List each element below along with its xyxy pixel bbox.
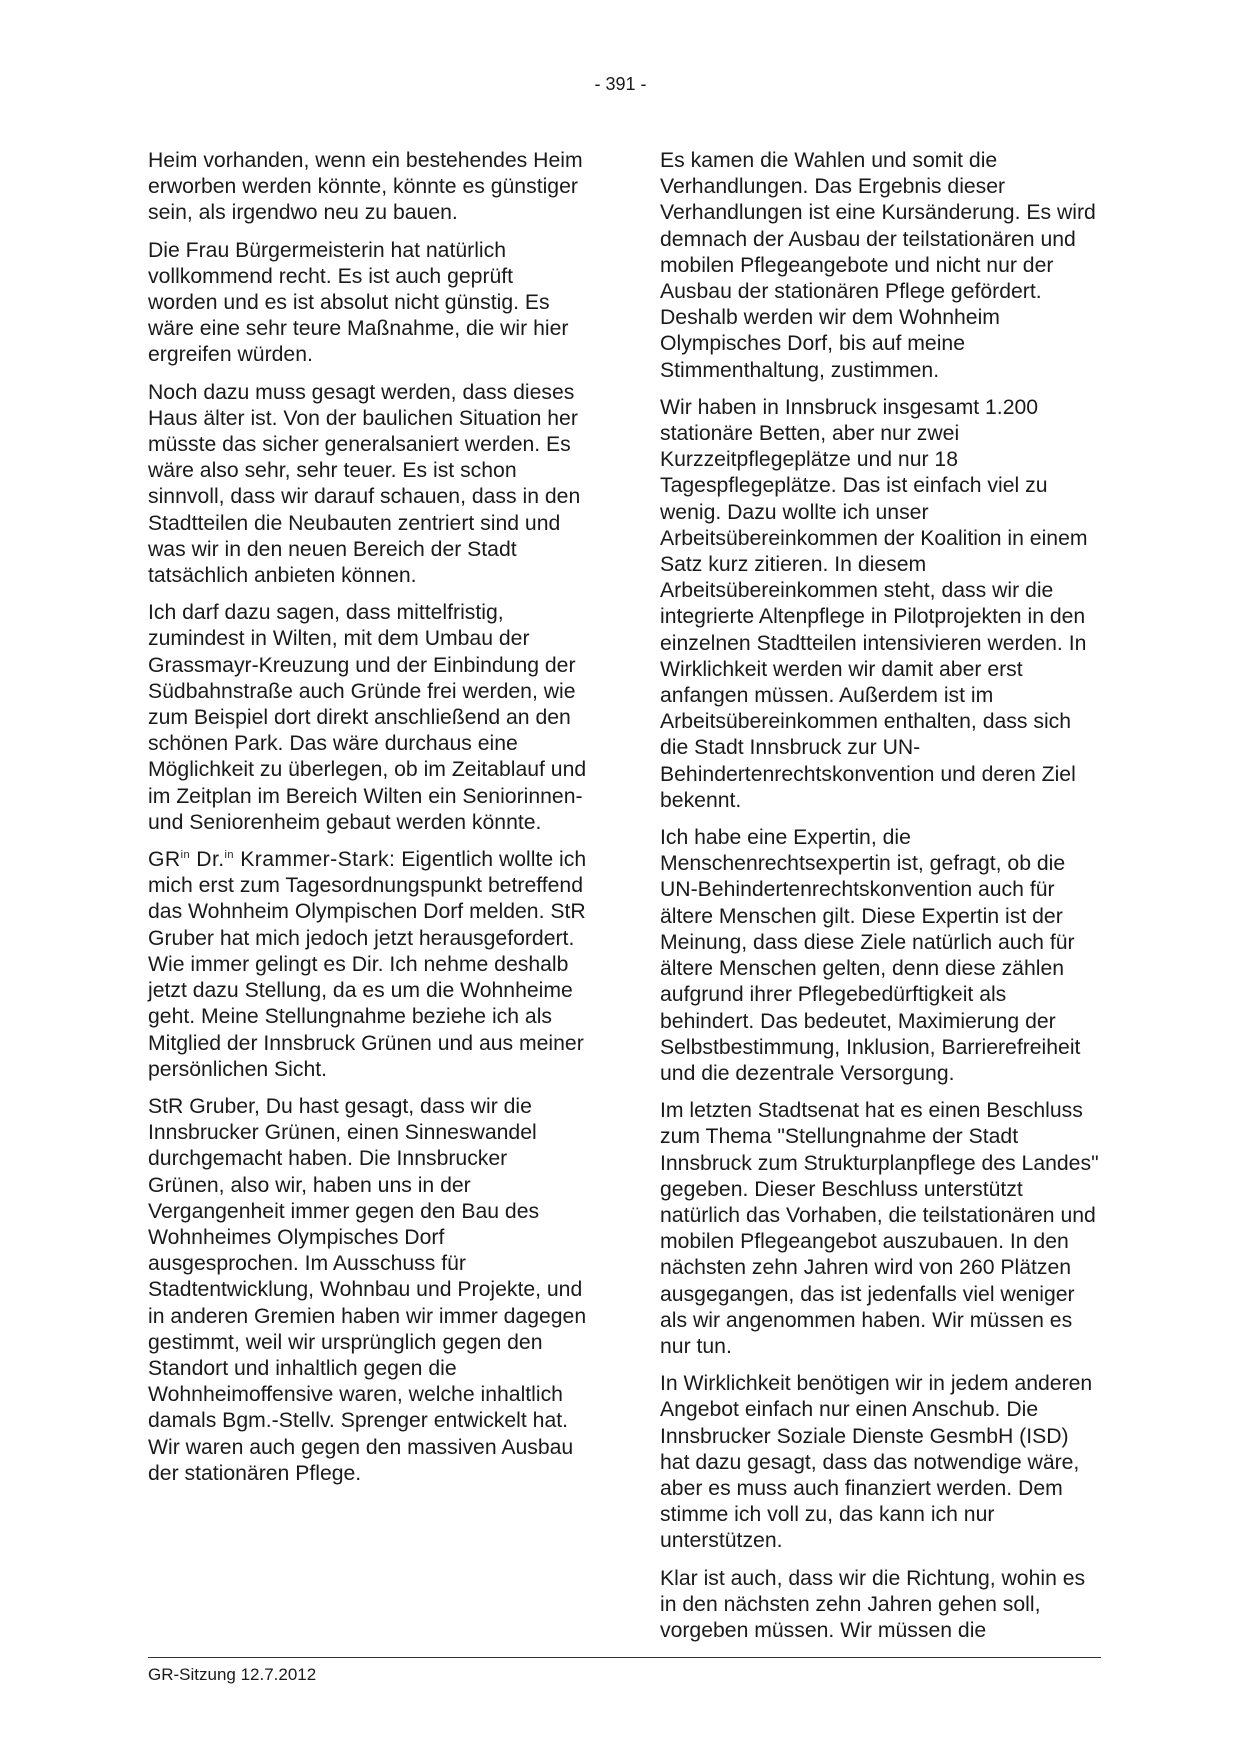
speech-text: Eigentlich wollte ich mich erst zum Tagesordnungspunkt betreffend das Wohnheim Olympischen Dorf melden. StR Gruber hat mich jedoch jetzt herausgefordert. Wie immer gelingt es Dir. Ich nehme deshalb jetzt dazu Stellung, da es um die Wohnheime geht. Meine Stellungnahme beziehe ich als Mitglied der Innsbruck Grünen und aus meiner persönlichen Sicht. [148, 848, 587, 1081]
paragraph: Heim vorhanden, wenn ein bestehendes Heim erworben werden könnte, könnte es günstiger sein, als irgendwo neu zu bauen. [148, 149, 583, 225]
footer-divider [148, 1657, 1101, 1658]
paragraph: Klar ist auch, dass wir die Richtung, wohin es in den nächsten zehn Jahren gehen soll, vorgeben müssen. Wir müssen die [660, 1566, 1086, 1642]
speaker-title-dr: Dr. [196, 848, 225, 872]
left-column [148, 148, 588, 1498]
paragraph: Im letzten Stadtsenat hat es einen Beschluss zum Thema "Stellungnahme der Stadt Innsbruck zum Strukturplanpflege des Landes" gegeben. Dieser Beschluss unterstützt natürlich das Vorhaben, die teilstationären und mobilen Pflegeangebot auszubauen. In den nächsten zehn Jahren wird von 260 Plätzen ausgegangen, das ist jedenfalls viel weniger als wir angenommen haben. Wir müssen es nur tun. [660, 1099, 1099, 1358]
speaker-title-gr: GR [148, 848, 181, 872]
speaker-surname: Krammer-Stark: [240, 848, 396, 872]
paragraph: Es kamen die Wahlen und somit die Verhandlungen. Das Ergebnis dieser Verhandlungen ist eine Kursänderung. Es wird demnach der Ausbau der teilstationären und mobilen Pflegeangebote und nicht nur der Ausbau der stationären Pflege gefördert. Deshalb werden wir dem Wohnheim Olympisches Dorf, bis auf meine Stimmenthaltung, zustimmen. [660, 149, 1096, 382]
page-number: - 391 - [594, 74, 647, 94]
paragraph: Die Frau Bürgermeisterin hat natürlich vollkommend recht. Es ist auch geprüft worden und es ist absolut nicht günstig. Es wäre eine sehr teure Maßnahme, die wir hier ergreifen würden. [148, 238, 569, 367]
paragraph: StR Gruber, Du hast gesagt, dass wir die Innsbrucker Grünen, einen Sinneswandel durchgemacht haben. Die Innsbrucker Grünen, also wir, haben uns in der Vergangenheit immer gegen den Bau des Wohnheimes Olympisches Dorf ausgesprochen. Im Ausschuss für Stadtentwicklung, Wohnbau und Projekte, und in anderen Gremien haben wir immer dagegen gestimmt, weil wir ursprünglich gegen den Standort und inhaltlich gegen die Wohnheimoffensive waren, welche inhaltlich damals Bgm.-Stellv. Sprenger entwickelt hat. Wir waren auch gegen den massiven Ausbau der stationären Pflege. [148, 1094, 587, 1485]
paragraph: In Wirklichkeit benötigen wir in jedem anderen Angebot einfach nur einen Anschub. Die Innsbrucker Soziale Dienste GesmbH (ISD) hat dazu gesagt, dass das notwendige wäre, aber es muss auch finanziert werden. Dem stimme ich voll zu, das kann ich nur unterstützen. [660, 1372, 1093, 1553]
paragraph: Ich darf dazu sagen, dass mittelfristig, zumindest in Wilten, mit dem Umbau der Grassmayr-Kreuzung und der Einbindung der Südbahnstraße auch Gründe frei werden, wie zum Beispiel dort direkt anschließend an den schönen Park. Das wäre durchaus eine Möglichkeit zu überlegen, ob im Zeitablauf und im Zeitplan im Bereich Wilten ein Seniorinnen- und Seniorenheim gebaut werden könnte. [148, 601, 587, 834]
paragraph: Noch dazu muss gesagt werden, dass dieses Haus älter ist. Von der baulichen Situation her müsste das sicher generalsaniert werden. Es wäre also sehr, sehr teuer. Es ist schon sinnvoll, dass wir darauf schauen, dass in den Stadtteilen die Neubauten zentriert sind und was wir in den neuen Bereich der Stadt tatsächlich anbieten können. [148, 380, 581, 588]
footer-text: GR-Sitzung 12.7.2012 [148, 1665, 317, 1684]
speaker-title-suffix: in [180, 849, 190, 862]
speech-paragraph [148, 847, 588, 1083]
paragraph: Wir haben in Innsbruck insgesamt 1.200 stationäre Betten, aber nur zwei Kurzzeitpflegeplätze und nur 18 Tagespflegeplätze. Das ist einfach viel zu wenig. Dazu wollte ich unser Arbeitsübereinkommen der Koalition in einem Satz kurz zitieren. In diesem Arbeitsübereinkommen steht, dass wir die integrierte Altenpflege in Pilotprojekten in den einzelnen Stadtteilen intensivieren werden. In Wirklichkeit werden wir damit aber erst anfangen müssen. Außerdem ist im Arbeitsübereinkommen enthalten, dass sich die Stadt Innsbruck zur UN-Behindertenrechtskonvention und deren Ziel bekennt. [660, 395, 1088, 812]
speaker-title-suffix: in [224, 849, 234, 862]
right-column [660, 148, 1100, 1655]
paragraph: Ich habe eine Expertin, die Menschenrechtsexpertin ist, gefragt, ob die UN-Behindertenrechtskonvention auch für ältere Menschen gilt. Diese Expertin ist der Meinung, dass diese Ziele natürlich auch für ältere Menschen gelten, denn diese zählen aufgrund ihrer Pflegebedürftigkeit als behindert. Das bedeutet, Maximierung der Selbstbestimmung, Inklusion, Barrierefreiheit und die dezentrale Versorgung. [660, 826, 1081, 1085]
speaker-name [148, 848, 395, 871]
